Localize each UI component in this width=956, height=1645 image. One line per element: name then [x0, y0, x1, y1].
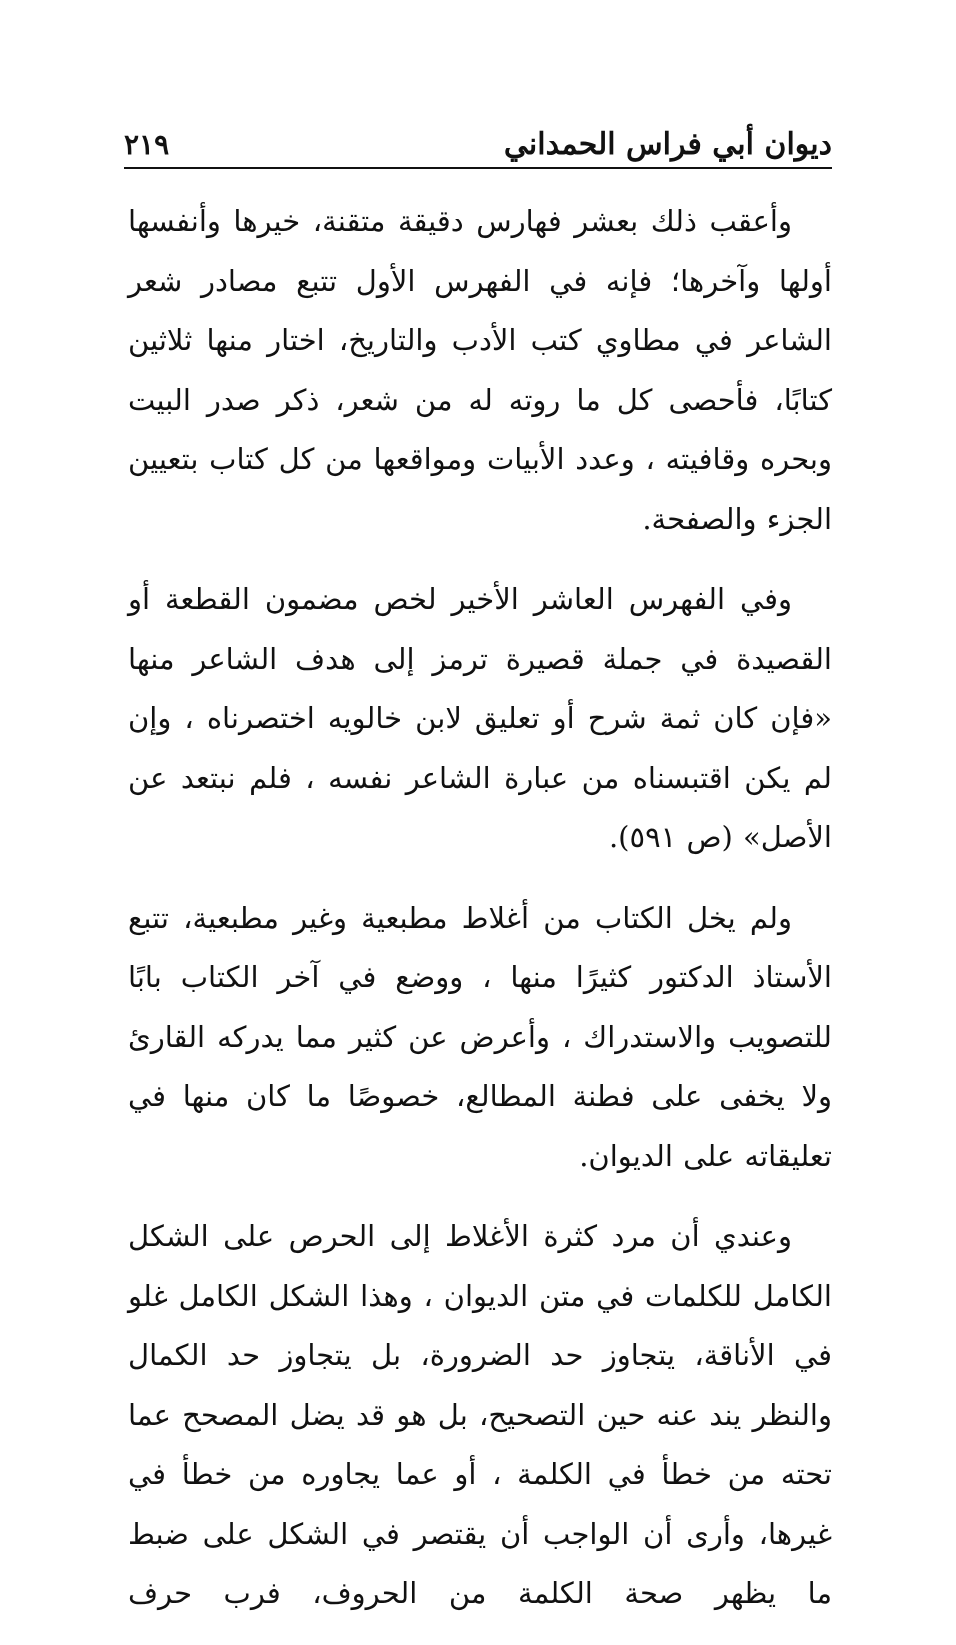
paragraph-indexes: وأعقب ذلك بعشر فهارس دقيقة متقنة، خيرها وأنفسها أولها وآخرها؛ فإنه في الفهرس الأول تتبع مصادر شعر الشاعر في مطاوي كتب الأدب والتاريخ، اختار منها ثلاثين كتابًا، فأحصى كل ما روته له من شعر، ذكر صدر البيت وبحره وقافيته ، وعدد الأبيات ومواقعها من كل كتاب بتعيين الجزء والصفحة. — [128, 204, 832, 536]
book-title-header: ديوان أبي فراس الحمداني — [503, 126, 832, 162]
page-number: ٢١٩ — [124, 127, 170, 161]
running-header — [124, 118, 832, 170]
paragraph-tenth-index: وفي الفهرس العاشر الأخير لخص مضمون القطعة أو القصيدة في جملة قصيرة ترمز إلى هدف الشاعر منها «فإن كان ثمة شرح أو تعليق لابن خالويه اختصرناه ، وإن لم يكن اقتبسناه من عبارة الشاعر نفسه ، فلم نبتعد عن الأصل» (ص ٥٩١). — [128, 582, 832, 854]
paragraph-errata: ولم يخل الكتاب من أغلاط مطبعية وغير مطبعية، تتبع الأستاذ الدكتور كثيرًا منها ، ووضع في آخر الكتاب بابًا للتصويب والاستدراك ، وأعرض عن كثير مما يدركه القارئ ولا يخفى على فطنة المطالع، خصوصًا ما كان منها في تعليقاته على الديوان. — [128, 900, 832, 1173]
paragraph-diacritics: وعندي أن مرد كثرة الأغلاط إلى الحرص على الشكل الكامل للكلمات في متن الديوان ، وهذا الشكل الكامل غلو في الأناقة، يتجاوز حد الضرورة، بل يتجاوز حد الكمال والنظر يند عنه حين التصحيح، بل هو قد يضل المصحح عما تحته من خطأ في الكلمة ، أو عما يجاوره من خطأ في غيرها، وأرى أن الواجب أن يقتصر في الشكل على ضبط ما يظهر صحة الكلمة من الحروف، فرب حرف — [128, 1219, 832, 1610]
body-text — [128, 192, 832, 1645]
header-rule — [124, 167, 832, 169]
